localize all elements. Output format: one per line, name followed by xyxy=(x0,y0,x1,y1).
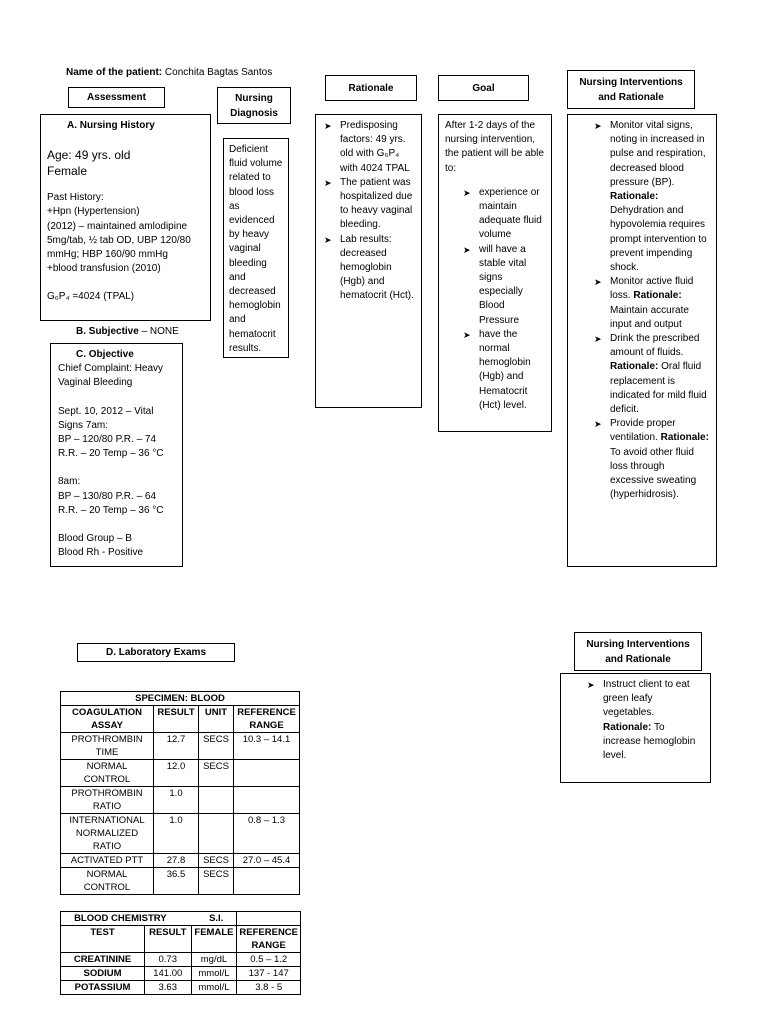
objective-line: Vaginal Bleeding xyxy=(58,377,133,389)
column-header: TEST xyxy=(61,926,145,953)
past-history-line: (2012) – maintained amlodipine xyxy=(47,220,188,232)
table-row xyxy=(61,868,300,895)
objective-spacer xyxy=(58,461,175,475)
objective-box xyxy=(50,343,183,567)
coagulation-table xyxy=(60,691,300,895)
rationale-item: ➤ The patient was hospitalized due to heavy vaginal bleeding. xyxy=(322,176,417,233)
nursing-diagnosis-box xyxy=(223,138,289,358)
interventions-list xyxy=(592,119,710,502)
intervention-item xyxy=(592,332,710,417)
rationale-label: Rationale: xyxy=(633,290,682,302)
table-cell: 0.8 – 1.3 xyxy=(234,814,300,854)
lab-exams-header: D. Laboratory Exams xyxy=(77,643,235,662)
intervention-text: Drink the prescribed amount of fluids. xyxy=(610,333,700,359)
intervention-item xyxy=(592,119,710,275)
rationale-text: Oral fluid replacement is indicated for mild fluid deficit. xyxy=(610,361,707,416)
intervention-text: Provide proper ventilation. xyxy=(610,418,676,444)
table-cell: 137 - 147 xyxy=(237,967,301,981)
table-cell xyxy=(199,787,234,814)
subjective-line xyxy=(76,325,226,339)
patient-age: Age: 49 yrs. old xyxy=(47,148,131,163)
diagnosis-text: Deficient fluid volume related to blood loss as evidenced by heavy vaginal bleeding and decreased hemoglobin and hematocrit results. xyxy=(229,144,283,354)
objective-spacer xyxy=(58,391,175,405)
patient-name-label: Name of the patient: xyxy=(66,67,163,78)
table-cell: 36.5 xyxy=(154,868,199,895)
table-cell: 10.3 – 14.1 xyxy=(234,733,300,760)
interventions-header: Nursing Interventions and Rationale xyxy=(567,70,695,109)
column-header: REFERENCE RANGE xyxy=(234,706,300,733)
rationale-text: To avoid other fluid loss through excessive sweating (hyperhidrosis). xyxy=(610,446,697,501)
subjective-label: B. Subjective xyxy=(76,326,139,337)
table-cell: mmol/L xyxy=(191,981,237,995)
table-row xyxy=(61,814,300,854)
table-cell: 1.0 xyxy=(154,814,199,854)
past-history-line: +Hpn (Hypertension) xyxy=(47,206,140,218)
rationale-label: Rationale: xyxy=(660,432,709,444)
table-cell: NORMAL CONTROL xyxy=(61,760,154,787)
objective-line: Chief Complaint: Heavy xyxy=(58,363,164,375)
rationale-label: Rationale: xyxy=(610,191,659,203)
goal-box xyxy=(438,114,552,432)
table-cell: PROTHROMBIN TIME xyxy=(61,733,154,760)
chemistry-title-text: BLOOD CHEMISTRY xyxy=(74,913,167,924)
intervention-text: Monitor active fluid loss. xyxy=(610,276,694,302)
table-row xyxy=(61,787,300,814)
table-cell: INTERNATIONAL NORMALIZED RATIO xyxy=(61,814,154,854)
table-cell: ACTIVATED PTT xyxy=(61,854,154,868)
table-row xyxy=(61,967,301,981)
table-cell: NORMAL CONTROL xyxy=(61,868,154,895)
objective-line: R.R. – 20 Temp – 36 °C xyxy=(58,504,164,516)
column-header: FEMALE xyxy=(191,926,237,953)
table-cell: 141.00 xyxy=(145,967,191,981)
nursing-history-box xyxy=(40,114,211,321)
table-cell: SODIUM xyxy=(61,967,145,981)
table-cell: SECS xyxy=(199,868,234,895)
objective-line: BP – 120/80 P.R. – 74 xyxy=(58,434,157,446)
table-cell xyxy=(234,868,300,895)
table-row xyxy=(61,981,301,995)
column-header: RESULT xyxy=(145,926,191,953)
objective-line: Blood Group – B xyxy=(58,533,132,545)
chemistry-title-spacer xyxy=(237,912,301,926)
table-cell: 12.7 xyxy=(154,733,199,760)
interventions-header-2: Nursing Interventions and Rationale xyxy=(574,632,702,671)
table-cell: 3.63 xyxy=(145,981,191,995)
rationale-list xyxy=(322,119,417,304)
intervention-text: Instruct client to eat green leafy vegetables. xyxy=(603,679,690,719)
gp-tpal: G₆P₄ =4024 (TPAL) xyxy=(47,291,135,303)
table-cell: 27.0 – 45.4 xyxy=(234,854,300,868)
rationale-text: Dehydration and hypovolemia requires prompt intervention to prevent impending shock. xyxy=(610,205,707,274)
intervention-item xyxy=(585,678,704,763)
table-cell: mg/dL xyxy=(191,953,237,967)
goal-list xyxy=(445,186,545,413)
table-row xyxy=(61,854,300,868)
goal-item: ➤ will have a stable vital signs especially Blood Pressure xyxy=(461,243,545,328)
table-cell: 0.73 xyxy=(145,953,191,967)
nursing-history-title: A. Nursing History xyxy=(67,120,155,131)
table-cell: 0.5 – 1.2 xyxy=(237,953,301,967)
table-cell xyxy=(234,787,300,814)
rationale-text: Maintain accurate input and output xyxy=(610,304,689,330)
patient-name-line xyxy=(66,66,366,80)
assessment-header: Assessment xyxy=(68,87,165,108)
column-header: REFERENCE RANGE xyxy=(237,926,301,953)
rationale-box xyxy=(315,114,422,408)
rationale-label: Rationale: xyxy=(610,361,659,373)
rationale-header: Rationale xyxy=(325,75,417,101)
table-row xyxy=(61,760,300,787)
objective-line: Blood Rh - Positive xyxy=(58,547,144,559)
intervention-item xyxy=(592,275,710,332)
interventions-box-2 xyxy=(560,673,711,783)
table-cell: SECS xyxy=(199,854,234,868)
subjective-value: – NONE xyxy=(138,326,179,337)
table-cell: 1.0 xyxy=(154,787,199,814)
objective-title: C. Objective xyxy=(76,349,134,360)
past-history-line: 5mg/tab, ½ tab OD, UBP 120/80 xyxy=(47,234,191,246)
goal-header: Goal xyxy=(438,75,529,101)
table-cell: 27.8 xyxy=(154,854,199,868)
column-header: RESULT xyxy=(154,706,199,733)
si-label: S.I. xyxy=(209,913,224,924)
intervention-item xyxy=(592,417,710,502)
rationale-item: ➤ Lab results: decreased hemoglobin (Hgb) and hematocrit (Hct). xyxy=(322,233,417,304)
table-cell: SECS xyxy=(199,760,234,787)
past-history-label: Past History: xyxy=(47,192,104,204)
objective-line: R.R. – 20 Temp – 36 °C xyxy=(58,448,164,460)
intervention-text: Monitor vital signs, noting in increased in pulse and respiration, decreased blood pressure (BP). xyxy=(610,120,706,188)
goal-item: ➤ experience or maintain adequate fluid volume xyxy=(461,186,545,243)
table-cell: 3.8 - 5 xyxy=(237,981,301,995)
table-row xyxy=(61,733,300,760)
rationale-item: ➤ Predisposing factors: 49 yrs. old with G₆P₄ with 4024 TPAL xyxy=(322,119,417,176)
diagnosis-header: Nursing Diagnosis xyxy=(217,87,291,124)
interventions-box xyxy=(567,114,717,567)
blood-chemistry-table xyxy=(60,911,301,995)
objective-line: 8am: xyxy=(58,476,81,488)
column-header: UNIT xyxy=(199,706,234,733)
past-history-line: +blood transfusion (2010) xyxy=(47,263,161,275)
table-cell: POTASSIUM xyxy=(61,981,145,995)
table-cell: SECS xyxy=(199,733,234,760)
goal-intro: After 1-2 days of the nursing intervention, the patient will be able to: xyxy=(445,120,544,174)
past-history-line: mmHg; HBP 160/90 mmHg xyxy=(47,249,168,261)
interventions-list-2 xyxy=(585,678,704,763)
objective-line: Signs 7am: xyxy=(58,419,109,431)
table-row xyxy=(61,953,301,967)
objective-line: BP – 130/80 P.R. – 64 xyxy=(58,490,157,502)
specimen-header: SPECIMEN: BLOOD xyxy=(61,692,300,706)
chemistry-title xyxy=(61,912,237,926)
patient-sex: Female xyxy=(47,164,88,179)
table-cell xyxy=(234,760,300,787)
rationale-text: To increase hemoglobin level. xyxy=(603,721,696,762)
table-cell: 12.0 xyxy=(154,760,199,787)
column-header: COAGULATION ASSAY xyxy=(61,706,154,733)
patient-name: Conchita Bagtas Santos xyxy=(164,67,273,78)
goal-item: ➤ have the normal hemoglobin (Hgb) and Hematocrit (Hct) level. xyxy=(461,328,545,413)
table-cell xyxy=(199,814,234,854)
table-cell: PROTHROMBIN RATIO xyxy=(61,787,154,814)
objective-spacer xyxy=(58,518,175,532)
rationale-label: Rationale: xyxy=(603,721,652,733)
table-cell: mmol/L xyxy=(191,967,237,981)
objective-line: Sept. 10, 2012 – Vital xyxy=(58,405,154,417)
table-cell: CREATININE xyxy=(61,953,145,967)
